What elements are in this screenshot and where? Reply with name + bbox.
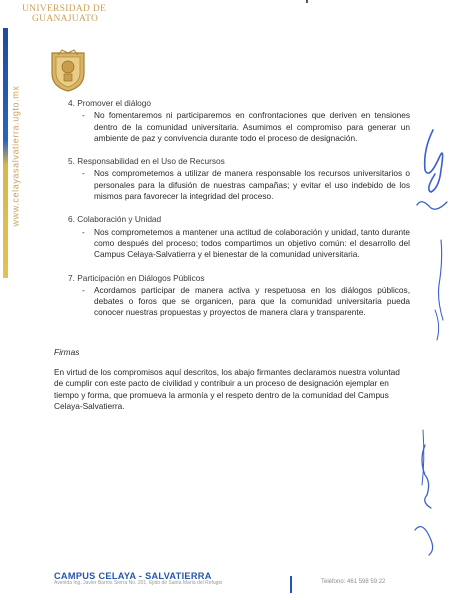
commitment-title: 7. Participación en Diálogos Públicos: [68, 272, 205, 283]
dash-bullet: -: [82, 110, 85, 121]
decorative-stripe: [3, 28, 8, 278]
university-seal-icon: [48, 49, 88, 93]
commitment-title: 6. Colaboración y Unidad: [68, 214, 162, 225]
dash-bullet: -: [82, 284, 85, 295]
commitment-title: 4. Promover el diálogo: [68, 98, 152, 108]
dash-bullet: -: [82, 226, 85, 237]
commitment-item: [54, 214, 410, 260]
vertical-website-url: www.celayasalvatierra.ugto.mx: [10, 85, 21, 227]
commitment-text: No fomentaremos ni participaremos en confrontaciones que deriven en tensiones dentro de la comunidad universitaria. Asumimos el compromiso para generar un ambiente de paz y convivencia durante todo el proceso de designación.: [94, 110, 410, 143]
commitments-list: [54, 98, 410, 331]
commitment-title: 5. Responsabilidad en el Uso de Recursos: [68, 156, 225, 167]
university-name-line2: GUANAJUATO: [32, 14, 99, 24]
dash-bullet: -: [82, 168, 85, 179]
signatures-heading: Firmas: [54, 347, 80, 357]
closing-paragraph: En virtud de los compromisos aquí descritos, los abajo firmantes declaramos nuestra voluntad de cumplir con este pacto de civilidad y contribuir a un proceso de designación ejemplar en tiempo y forma, que promueva la armonía y el respeto dentro de la comunidad del Campus Celaya-Salvatierra.: [54, 367, 400, 411]
commitment-item: [54, 98, 410, 144]
footer-divider: [290, 576, 292, 593]
commitment-body: [82, 284, 410, 319]
commitment-item: [54, 156, 410, 202]
commitment-body: [82, 168, 410, 202]
commitment-body: [82, 226, 410, 261]
footer-telephone: Teléfono: 461 598 59 22: [321, 579, 386, 585]
commitment-text: Nos comprometemos a utilizar de manera responsable los recursos universitarios o personales para la difusión de nuestras campañas; y evitar el uso indebido de los mismos para favorecer la integridad del proceso.: [94, 168, 410, 202]
commitment-text: Acordamos participar de manera activa y respetuosa en los diálogos públicos, debates o foros que se organicen, para que la comunidad universitaria pueda conocer nuestras propuestas y proyectos de manera clara y transparente.: [94, 284, 410, 318]
top-mark: [306, 0, 308, 3]
university-logo-text: [22, 4, 106, 24]
commitment-text: Nos comprometemos a mantener una actitud de colaboración y unidad, tanto durante como después del proceso; todos compartimos un objetivo común: el desarrollo del Campus Celaya-Salvatierra y el bienestar de la comunidad universitaria.: [94, 226, 410, 260]
footer-campus-block: [54, 571, 284, 587]
footer-campus-name: CAMPUS CELAYA - SALVATIERRA: [54, 571, 212, 581]
commitment-body: [82, 110, 410, 144]
footer-address: Avenida Ing. Javier Barros Sierra No. 201, Ejido de Santa María del Refugio: [54, 580, 223, 586]
commitment-item: [54, 273, 410, 319]
university-name-line1: UNIVERSIDAD DE: [22, 4, 107, 14]
